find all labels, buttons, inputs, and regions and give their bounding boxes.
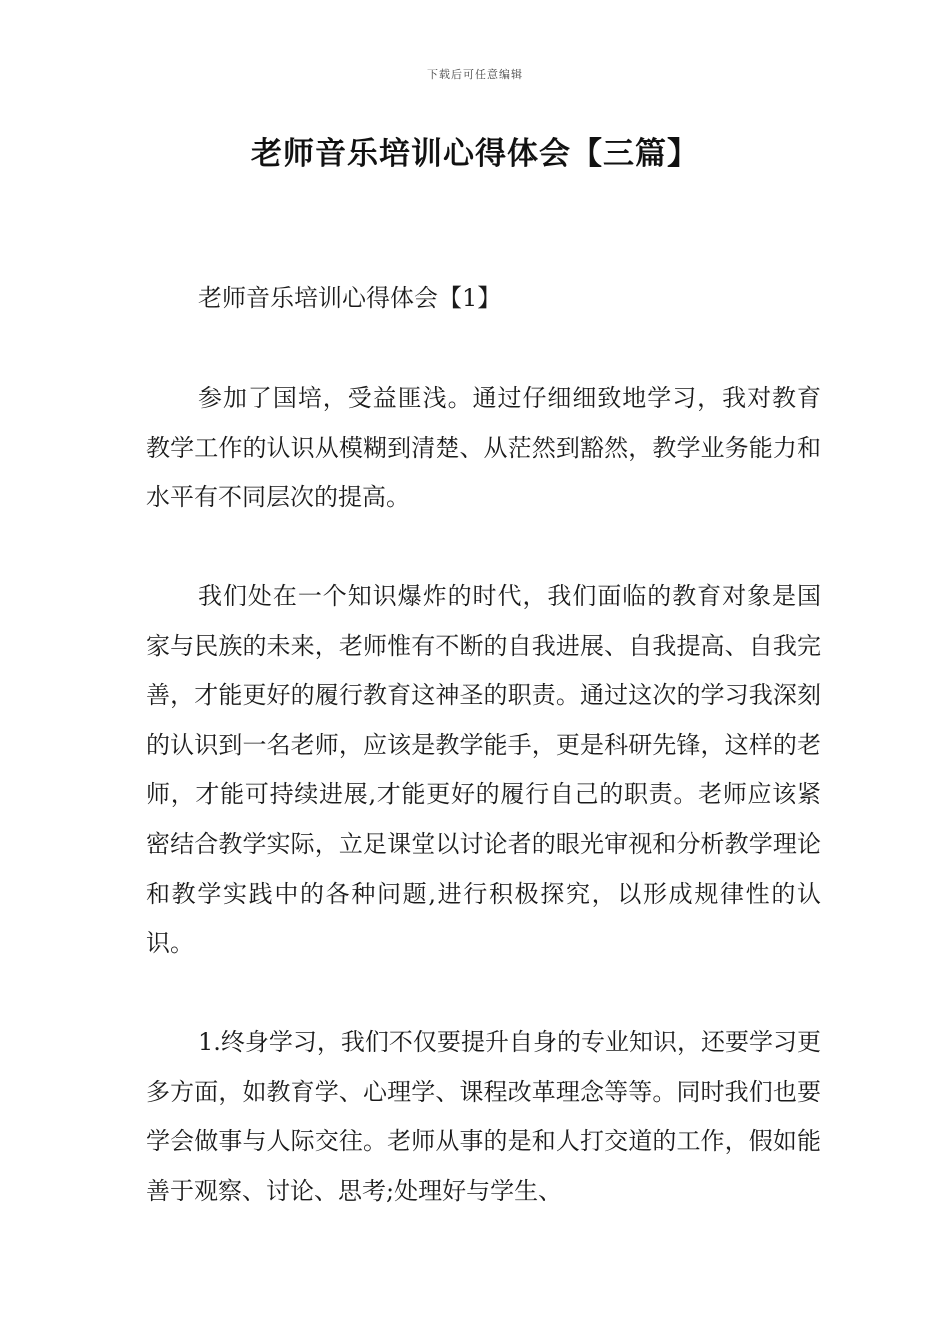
paragraph-3: 1.终身学习，我们不仅要提升自身的专业知识，还要学习更多方面，如教育学、心理学、课程改革理念等等。同时我们也要学会做事与人际交往。老师从事的是和人打交道的工作，假如能善于观察、讨论、思考;处理好与学生、 bbox=[146, 1028, 821, 1205]
header-note: 下载后可任意编辑 bbox=[427, 68, 523, 81]
paragraph-1: 参加了国培，受益匪浅。通过仔细细致地学习，我对教育教学工作的认识从模糊到清楚、从茫然到豁然，教学业务能力和水平有不同层次的提高。 bbox=[146, 384, 821, 512]
document-title: 老师音乐培训心得体会【三篇】 bbox=[251, 136, 699, 172]
section-heading: 老师音乐培训心得体会【1】 bbox=[198, 284, 502, 312]
paragraph-2: 我们处在一个知识爆炸的时代，我们面临的教育对象是国家与民族的未来，老师惟有不断的自我进展、自我提高、自我完善，才能更好的履行教育这神圣的职责。通过这次的学习我深刻的认识到一名老师，应该是教学能手，更是科研先锋，这样的老师，才能可持续进展,才能更好的履行自己的职责。老师应该紧密结合教学实际，立足课堂以讨论者的眼光审视和分析教学理论和教学实践中的各种问题,进行积极探究，以形成规律性的认识。 bbox=[146, 582, 821, 958]
